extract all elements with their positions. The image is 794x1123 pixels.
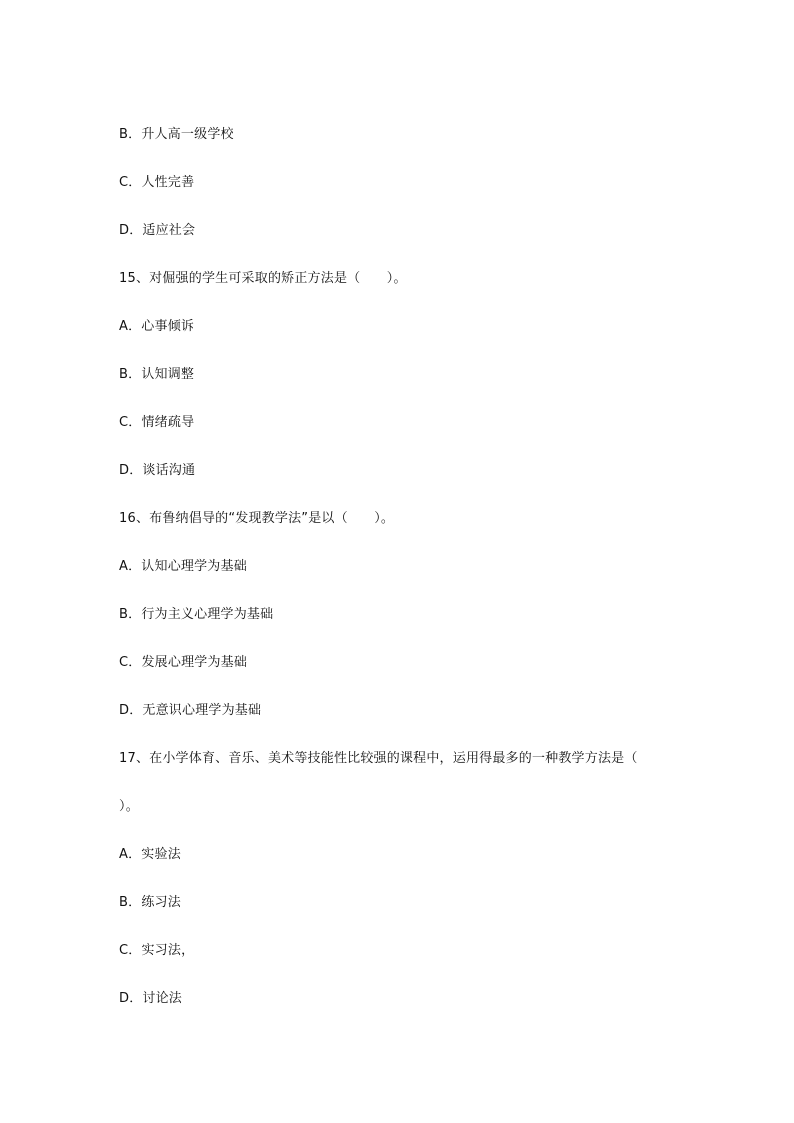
q14-option-d: D．适应社会: [119, 223, 196, 238]
q17-option-b: B．练习法: [119, 895, 181, 910]
q17-option-a: A．实验法: [119, 847, 181, 862]
q17-option-c: C．实习法，: [119, 943, 195, 958]
q16-option-b: B．行为主义心理学为基础: [119, 607, 274, 622]
q14-option-b: B．升人高一级学校: [119, 127, 234, 142]
q15-stem: 15、对倔强的学生可采取的矫正方法是（ ）。: [119, 271, 407, 286]
q16-option-d: D．无意识心理学为基础: [119, 703, 262, 718]
q16-stem: 16、布鲁纳倡导的“发现教学法”是以（ ）。: [119, 511, 395, 526]
q17-stem-line-1: 17、在小学体育、音乐、美术等技能性比较强的课程中，运用得最多的一种教学方法是（: [119, 751, 638, 766]
q15-option-c: C．情绪疏导: [119, 415, 195, 430]
q16-option-a: A．认知心理学为基础: [119, 559, 247, 574]
q15-option-a: A．心事倾诉: [119, 319, 195, 334]
q17-option-d: D．讨论法: [119, 991, 183, 1006]
q15-option-b: B．认知调整: [119, 367, 195, 382]
q15-option-d: D．谈话沟通: [119, 463, 196, 478]
q17-stem-line-2: ）。: [119, 799, 139, 814]
q14-option-c: C．人性完善: [119, 175, 195, 190]
q16-option-c: C．发展心理学为基础: [119, 655, 248, 670]
